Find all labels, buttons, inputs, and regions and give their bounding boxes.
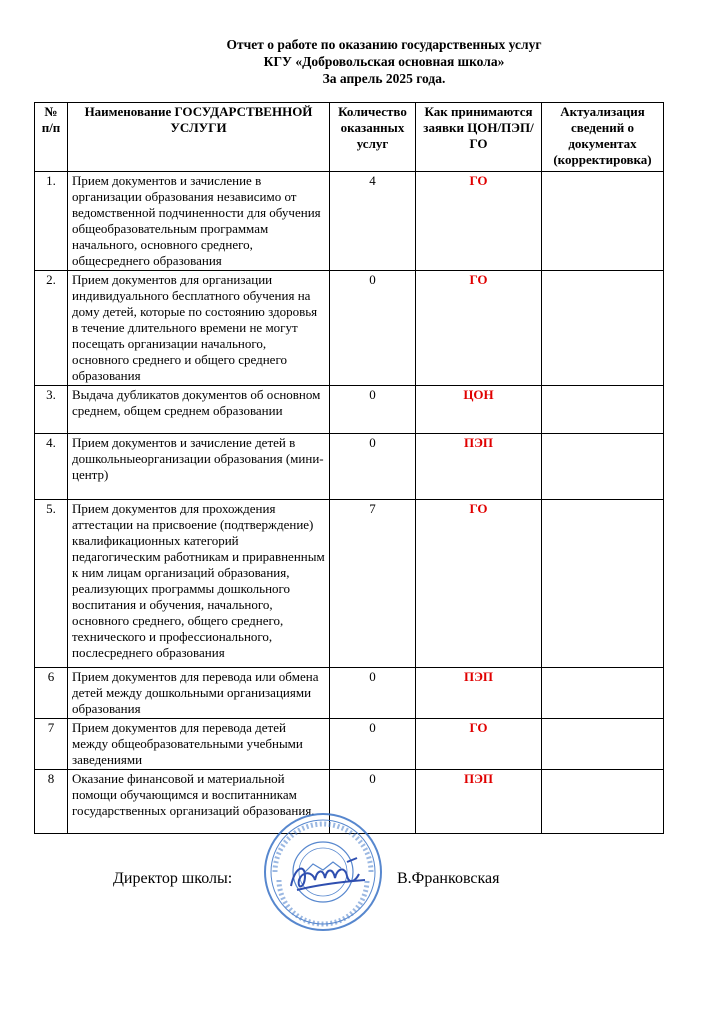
col-header-name: Наименование ГОСУДАРСТВЕННОЙ УСЛУГИ bbox=[68, 103, 330, 172]
director-name: В.Франковская bbox=[397, 870, 500, 887]
service-update bbox=[542, 770, 664, 834]
col-header-update: Актуализация сведений о документах (корректировка) bbox=[542, 103, 664, 172]
signature-label: Директор школы: bbox=[113, 870, 233, 887]
service-name: Прием документов и зачисление детей в дошкольныеорганизации образования (мини-центр) bbox=[68, 434, 330, 500]
service-count: 0 bbox=[330, 386, 416, 434]
service-name: Оказание финансовой и материальной помощи обучающимся и воспитанникам государственных организаций образования. bbox=[68, 770, 330, 834]
service-count: 0 bbox=[330, 719, 416, 770]
row-num: 2. bbox=[35, 271, 68, 386]
service-count: 7 bbox=[330, 500, 416, 668]
service-method: ПЭП bbox=[416, 434, 542, 500]
service-name: Выдача дубликатов документов об основном среднем, общем среднем образовании bbox=[68, 386, 330, 434]
service-name: Прием документов и зачисление в организации образования независимо от ведомственной подчиненности для обучения общеобразовательным программам начального, основного среднего, общесреднего образования bbox=[68, 172, 330, 271]
service-name: Прием документов для прохождения аттестации на присвоение (подтверждение) квалификационных категорий педагогическим работникам и приравненным к ним лицам организаций образования, реализующих программы дошкольного воспитания и обучения, начального, основного среднего, общего среднего, технического и профессионального, послесреднего образования bbox=[68, 500, 330, 668]
services-table bbox=[34, 102, 664, 834]
service-method: ПЭП bbox=[416, 770, 542, 834]
title-line-1: Отчет о работе по оказанию государственных услуг bbox=[226, 37, 542, 52]
row-num: 3. bbox=[35, 386, 68, 434]
row-num: 1. bbox=[35, 172, 68, 271]
report-title bbox=[0, 36, 724, 87]
service-update bbox=[542, 668, 664, 719]
service-method: ГО bbox=[416, 500, 542, 668]
col-header-count: Количество оказанных услуг bbox=[330, 103, 416, 172]
service-method: ГО bbox=[416, 719, 542, 770]
title-line-3: За апрель 2025 года. bbox=[322, 71, 446, 86]
service-update bbox=[542, 271, 664, 386]
row-num: 4. bbox=[35, 434, 68, 500]
row-num: 5. bbox=[35, 500, 68, 668]
service-count: 0 bbox=[330, 434, 416, 500]
service-method: ГО bbox=[416, 271, 542, 386]
service-count: 0 bbox=[330, 770, 416, 834]
service-name: Прием документов для перевода или обмена детей между дошкольными организациями образования bbox=[68, 668, 330, 719]
table-row bbox=[35, 386, 664, 434]
service-update bbox=[542, 172, 664, 271]
service-count: 0 bbox=[330, 668, 416, 719]
table-row bbox=[35, 271, 664, 386]
service-name: Прием документов для перевода детей между общеобразовательными учебными заведениями bbox=[68, 719, 330, 770]
row-num: 7 bbox=[35, 719, 68, 770]
service-update bbox=[542, 386, 664, 434]
table-header-row bbox=[35, 103, 664, 172]
table-row bbox=[35, 434, 664, 500]
service-method: ГО bbox=[416, 172, 542, 271]
col-header-method: Как принимаются заявки ЦОН/ПЭП/ГО bbox=[416, 103, 542, 172]
table-row bbox=[35, 172, 664, 271]
table-row bbox=[35, 668, 664, 719]
service-update bbox=[542, 719, 664, 770]
service-count: 0 bbox=[330, 271, 416, 386]
service-update bbox=[542, 434, 664, 500]
col-header-num: № п/п bbox=[35, 103, 68, 172]
signature-block bbox=[0, 870, 724, 900]
table-row bbox=[35, 719, 664, 770]
title-line-2: КГУ «Добровольская основная школа» bbox=[263, 54, 505, 69]
row-num: 8 bbox=[35, 770, 68, 834]
service-update bbox=[542, 500, 664, 668]
table-row bbox=[35, 500, 664, 668]
service-name: Прием документов для организации индивидуального бесплатного обучения на дому детей, которые по состоянию здоровья в течение длительного времени не могут посещать организации начального, основного среднего и общего среднего образования bbox=[68, 271, 330, 386]
service-count: 4 bbox=[330, 172, 416, 271]
row-num: 6 bbox=[35, 668, 68, 719]
service-method: ЦОН bbox=[416, 386, 542, 434]
service-method: ПЭП bbox=[416, 668, 542, 719]
